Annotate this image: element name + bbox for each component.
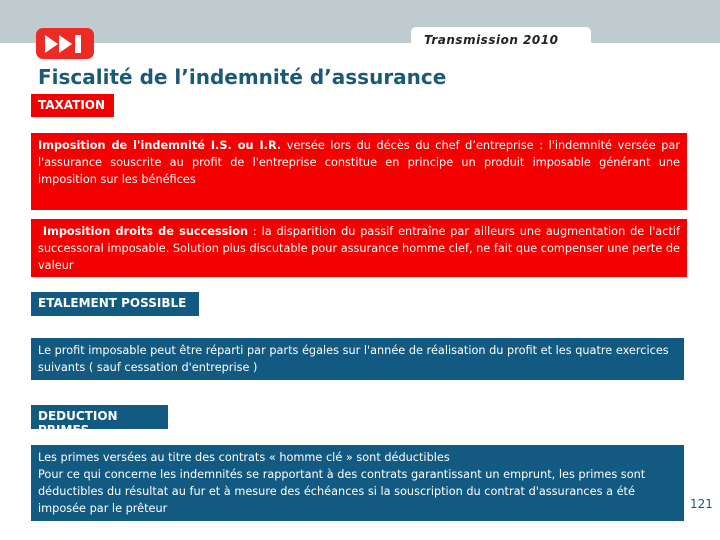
box-text: : la disparition du passif entraîne par ailleurs une augmentation de l'actif successoral imposable. Solution plus discutable pour assurance homme clef, ne fait que compenser une perte de valeur [38, 225, 680, 272]
header-band [0, 0, 720, 43]
page-number: 121 [690, 497, 713, 511]
deduction-label: DEDUCTION PRIMES [31, 405, 168, 429]
page-title: Fiscalité de l’indemnité d’assurance [38, 65, 447, 89]
box-bold-heading: Imposition droits de succession [42, 225, 249, 238]
taxation-label: TAXATION [31, 94, 114, 117]
etalement-label: ETALEMENT POSSIBLE [31, 292, 199, 316]
box-text: versée lors du décès du chef d’entreprise : l'indemnité versée par l'assurance souscrite au profit de l'entreprise constitue en principe un produit imposable générant une imposition sur les bénéfices [38, 139, 680, 186]
fast-forward-logo-icon [36, 28, 94, 59]
presentation-tab: Transmission 2010 [411, 27, 591, 49]
deduction-line-2: Pour ce qui concerne les indemnités se rapportant à des contrats garantissant un emprunt, les primes sont déductibles du résultat au fur et à mesure des échéances si la souscription du contrat d'assurances a été imposée par le prêteur [38, 468, 646, 515]
taxation-box-succession [31, 219, 687, 277]
etalement-box: Le profit imposable peut être réparti par parts égales sur l'année de réalisation du profit et les quatre exercices suivants ( sauf cessation d'entreprise ) [31, 338, 684, 380]
box-bold-heading: Imposition de l'indemnité I.S. ou I.R. [38, 139, 282, 152]
deduction-box [31, 445, 684, 521]
deduction-line-1: Les primes versées au titre des contrats « homme clé » sont déductibles [38, 451, 450, 464]
taxation-box-is-ir [31, 133, 687, 210]
